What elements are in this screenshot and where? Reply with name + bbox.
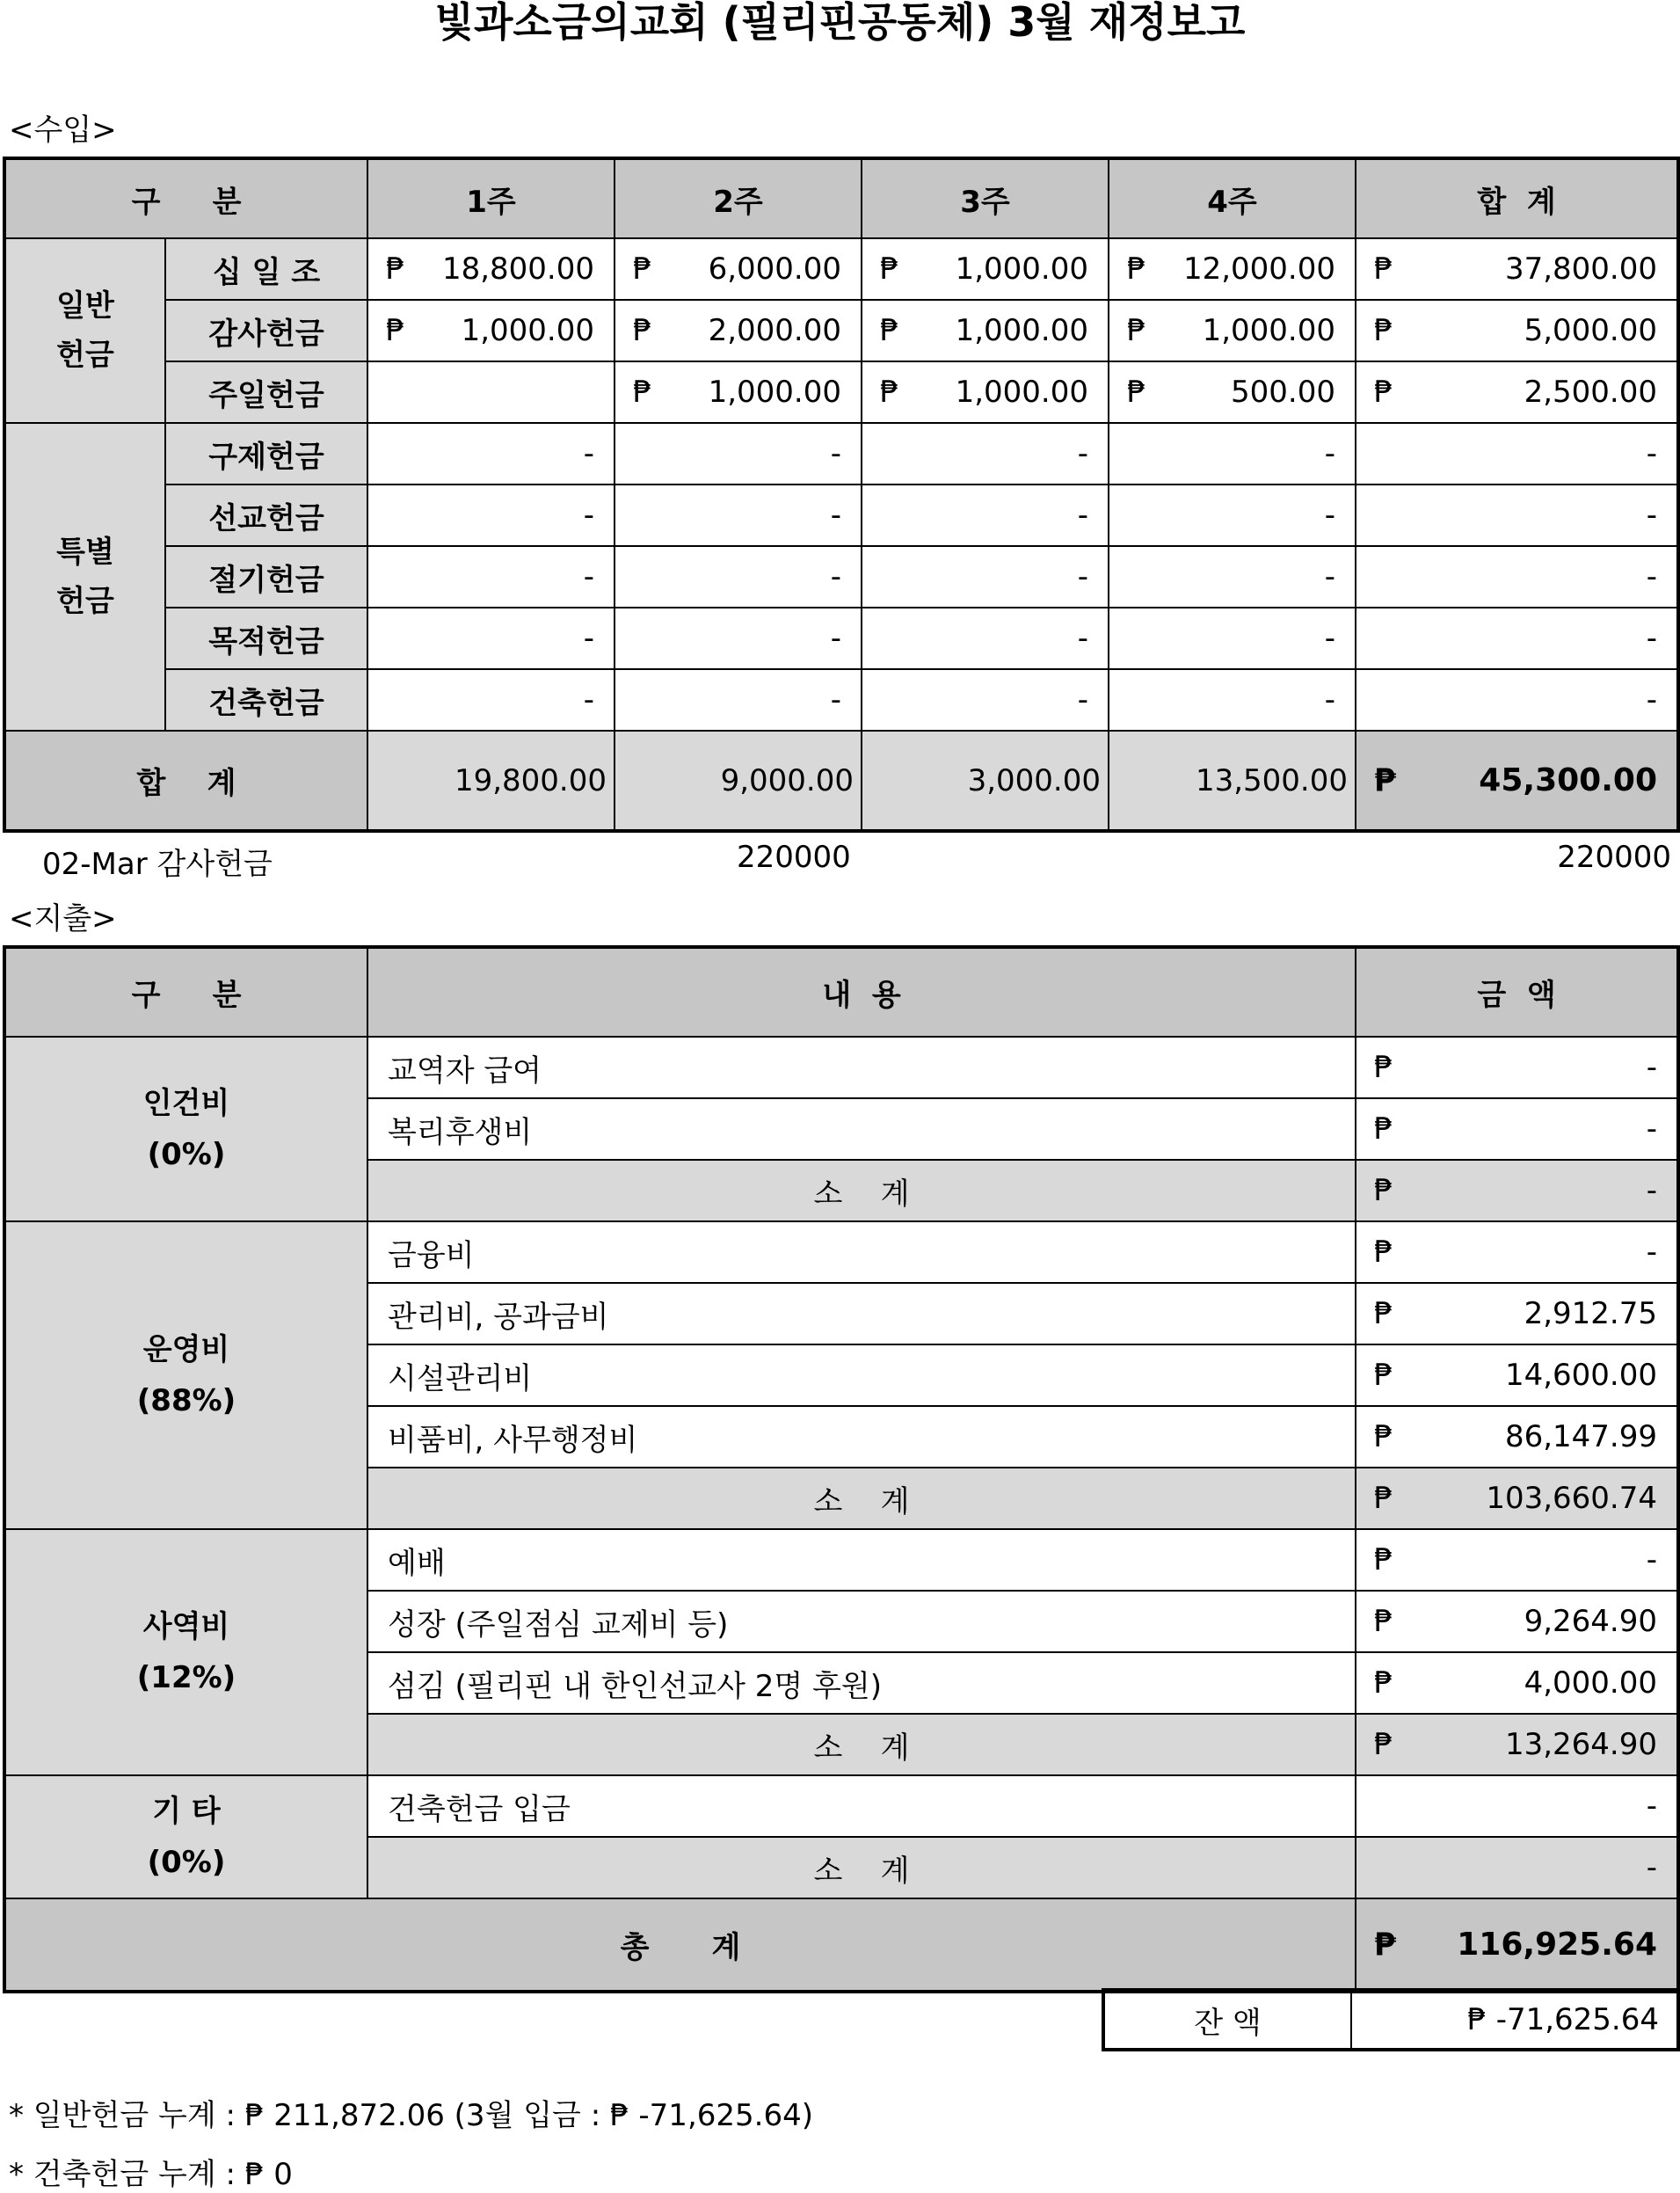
amount-value: - xyxy=(1646,498,1657,533)
expense-row xyxy=(4,1037,1678,1098)
peso-sign: ₱ xyxy=(1374,1481,1393,1516)
expense-item-desc: 시설관리비 xyxy=(367,1344,1356,1406)
amount-value: 14,600.00 xyxy=(1504,1358,1657,1393)
amount-cell xyxy=(1356,423,1678,484)
amount-cell xyxy=(367,669,615,731)
income-group-label: 특별 헌금 xyxy=(4,423,165,731)
header-week-2: 2주 xyxy=(615,158,862,238)
amount-cell xyxy=(1356,1098,1678,1160)
peso-sign: ₱ xyxy=(1374,1727,1393,1762)
amount-value: - xyxy=(830,436,841,471)
expense-item-desc: 금융비 xyxy=(367,1221,1356,1283)
amount-cell xyxy=(1356,1283,1678,1344)
peso-sign: ₱ xyxy=(633,313,652,348)
peso-sign: ₱ xyxy=(1374,1111,1393,1147)
income-total-row xyxy=(4,731,1678,831)
memo-amount-total: 220000 xyxy=(1557,840,1671,875)
income-item-name: 주일헌금 xyxy=(165,361,367,423)
amount-value: - xyxy=(1324,559,1335,594)
amount-cell xyxy=(615,361,862,423)
income-item-name: 선교헌금 xyxy=(165,484,367,546)
income-header-row xyxy=(4,158,1678,238)
amount-cell xyxy=(862,484,1109,546)
amount-cell xyxy=(367,546,615,608)
expense-item-desc: 성장 (주일점심 교제비 등) xyxy=(367,1591,1356,1652)
expense-group-label: 운영비 (88%) xyxy=(4,1221,367,1529)
expense-item-desc: 섬김 (필리핀 내 한인선교사 2명 후원) xyxy=(367,1652,1356,1714)
peso-sign: ₱ xyxy=(1374,1235,1393,1270)
peso-sign: ₱ xyxy=(1374,1296,1393,1331)
expense-row xyxy=(4,1221,1678,1283)
peso-sign: ₱ xyxy=(880,251,899,287)
amount-value: - xyxy=(1077,436,1088,471)
amount-cell xyxy=(1356,1775,1678,1837)
amount-cell xyxy=(1356,1468,1678,1529)
amount-cell xyxy=(615,546,862,608)
income-week-total: 3,000.00 xyxy=(862,731,1109,831)
income-item-name: 십 일 조 xyxy=(165,238,367,300)
amount-cell xyxy=(367,423,615,484)
amount-cell xyxy=(1356,238,1678,300)
amount-value: - xyxy=(1646,1235,1657,1270)
income-item-name: 절기헌금 xyxy=(165,546,367,608)
amount-value: - xyxy=(1646,1850,1657,1885)
balance-table xyxy=(1102,1988,1680,2051)
amount-value: 103,660.74 xyxy=(1486,1481,1657,1516)
amount-value: - xyxy=(1646,1050,1657,1085)
amount-value: - xyxy=(1646,559,1657,594)
amount-value: - xyxy=(1324,498,1335,533)
peso-sign: ₱ xyxy=(1127,251,1146,287)
amount-value: - xyxy=(830,682,841,718)
amount-value: - xyxy=(1646,621,1657,656)
amount-value: 45,300.00 xyxy=(1479,762,1657,798)
peso-sign: ₱ xyxy=(1374,762,1397,798)
amount-value: - xyxy=(1646,682,1657,718)
amount-value: 12,000.00 xyxy=(1182,251,1335,287)
page-title: 빛과소금의교회 (필리핀공동체) 3월 재정보고 xyxy=(434,0,1246,46)
amount-cell xyxy=(1356,1160,1678,1221)
amount-value: - xyxy=(1646,1789,1657,1824)
amount-cell xyxy=(862,546,1109,608)
expense-group-label: 기 타 (0%) xyxy=(4,1775,367,1898)
amount-value: - xyxy=(1646,1542,1657,1577)
expense-table xyxy=(3,945,1680,1993)
peso-sign: ₱ xyxy=(1374,1050,1393,1085)
peso-sign: ₱ xyxy=(386,251,405,287)
amount-cell xyxy=(1109,484,1356,546)
peso-sign: ₱ xyxy=(1374,1665,1393,1701)
amount-value: 9,264.90 xyxy=(1524,1604,1657,1639)
header-total: 합 계 xyxy=(1356,158,1678,238)
amount-cell xyxy=(615,300,862,361)
peso-sign: ₱ xyxy=(1374,1604,1393,1639)
amount-value: 1,000.00 xyxy=(708,375,841,410)
peso-sign: ₱ xyxy=(1127,375,1146,410)
amount-value: 1,000.00 xyxy=(461,313,594,348)
balance-label: 잔 액 xyxy=(1103,1990,1351,2050)
amount-value: - xyxy=(830,559,841,594)
income-section-label: <수입> xyxy=(9,113,117,148)
income-table xyxy=(3,157,1680,833)
amount-cell xyxy=(1356,484,1678,546)
amount-cell xyxy=(1356,1652,1678,1714)
peso-sign: ₱ xyxy=(633,251,652,287)
amount-value: 5,000.00 xyxy=(1524,313,1657,348)
amount-value: 4,000.00 xyxy=(1524,1665,1657,1701)
amount-value: - xyxy=(1646,1111,1657,1147)
amount-cell xyxy=(367,238,615,300)
amount-value: 18,800.00 xyxy=(441,251,594,287)
amount-cell xyxy=(1109,238,1356,300)
subtotal-label: 소 계 xyxy=(367,1837,1356,1898)
amount-value: 2,000.00 xyxy=(708,313,841,348)
amount-cell xyxy=(1109,608,1356,669)
amount-cell xyxy=(1356,300,1678,361)
income-item-name: 건축헌금 xyxy=(165,669,367,731)
peso-sign: ₱ xyxy=(1374,1927,1397,1963)
amount-value: 6,000.00 xyxy=(708,251,841,287)
expense-group-label: 사역비 (12%) xyxy=(4,1529,367,1775)
amount-cell xyxy=(615,238,862,300)
expense-total-row xyxy=(4,1898,1678,1992)
amount-cell xyxy=(1356,1898,1678,1992)
income-row xyxy=(4,300,1678,361)
expense-item-desc: 교역자 급여 xyxy=(367,1037,1356,1098)
income-item-name: 구제헌금 xyxy=(165,423,367,484)
amount-value: 2,500.00 xyxy=(1524,375,1657,410)
peso-sign: ₱ xyxy=(1374,1419,1393,1454)
expense-item-desc: 비품비, 사무행정비 xyxy=(367,1406,1356,1468)
amount-value: - xyxy=(583,682,594,718)
income-week-total: 9,000.00 xyxy=(615,731,862,831)
peso-sign: ₱ xyxy=(1374,1173,1393,1208)
income-row xyxy=(4,238,1678,300)
amount-value: 2,912.75 xyxy=(1524,1296,1657,1331)
income-group-label: 일반 헌금 xyxy=(4,238,165,423)
subtotal-label: 소 계 xyxy=(367,1468,1356,1529)
amount-value: - xyxy=(830,621,841,656)
amount-value: - xyxy=(1324,436,1335,471)
amount-cell xyxy=(1356,1406,1678,1468)
amount-cell xyxy=(1109,546,1356,608)
peso-sign: ₱ xyxy=(880,375,899,410)
amount-cell xyxy=(1356,1037,1678,1098)
amount-value: 37,800.00 xyxy=(1504,251,1657,287)
peso-sign: ₱ xyxy=(386,313,405,348)
amount-value: 1,000.00 xyxy=(955,313,1088,348)
amount-value: 86,147.99 xyxy=(1504,1419,1657,1454)
amount-cell xyxy=(615,669,862,731)
amount-cell xyxy=(1356,1714,1678,1775)
header-amount: 금 액 xyxy=(1356,947,1678,1037)
amount-cell xyxy=(1356,1529,1678,1591)
income-row xyxy=(4,669,1678,731)
amount-value: - xyxy=(1077,682,1088,718)
peso-sign: ₱ xyxy=(1374,1358,1393,1393)
amount-value: - xyxy=(1077,559,1088,594)
income-row xyxy=(4,484,1678,546)
subtotal-label: 소 계 xyxy=(367,1714,1356,1775)
amount-cell xyxy=(1356,608,1678,669)
peso-sign: ₱ xyxy=(1127,313,1146,348)
amount-cell xyxy=(1356,1837,1678,1898)
peso-sign: ₱ xyxy=(880,313,899,348)
note-general-cumulative: * 일반헌금 누계 : ₱ 211,872.06 (3월 입금 : ₱ -71,625.64) xyxy=(9,2098,813,2133)
peso-sign: ₱ xyxy=(1374,251,1393,287)
expense-row xyxy=(4,1529,1678,1591)
amount-cell xyxy=(367,300,615,361)
amount-value: - xyxy=(583,498,594,533)
expense-total-label: 총 계 xyxy=(4,1898,1356,1992)
amount-value: - xyxy=(1324,682,1335,718)
income-week-total: 19,800.00 xyxy=(367,731,615,831)
amount-cell xyxy=(1356,361,1678,423)
amount-cell xyxy=(367,361,615,423)
amount-value: - xyxy=(830,498,841,533)
amount-value: 13,264.90 xyxy=(1504,1727,1657,1762)
subtotal-label: 소 계 xyxy=(367,1160,1356,1221)
amount-value: 1,000.00 xyxy=(955,251,1088,287)
expense-header-row xyxy=(4,947,1678,1037)
income-memo-date xyxy=(42,840,273,883)
amount-cell xyxy=(862,300,1109,361)
amount-cell xyxy=(1356,546,1678,608)
expense-item-desc: 관리비, 공과금비 xyxy=(367,1283,1356,1344)
peso-sign: ₱ xyxy=(1374,1542,1393,1577)
income-row xyxy=(4,361,1678,423)
amount-value: 1,000.00 xyxy=(955,375,1088,410)
header-category: 구 분 xyxy=(4,947,367,1037)
peso-sign: ₱ xyxy=(1374,313,1393,348)
income-item-name: 목적헌금 xyxy=(165,608,367,669)
amount-value: - xyxy=(1646,1173,1657,1208)
amount-value: - xyxy=(1324,621,1335,656)
amount-cell xyxy=(1356,1221,1678,1283)
peso-sign: ₱ xyxy=(633,375,652,410)
header-content: 내 용 xyxy=(367,947,1356,1037)
amount-cell xyxy=(367,608,615,669)
amount-cell xyxy=(862,423,1109,484)
expense-row xyxy=(4,1775,1678,1837)
amount-cell xyxy=(1109,361,1356,423)
amount-value: - xyxy=(583,436,594,471)
amount-value: - xyxy=(1646,436,1657,471)
expense-item-desc: 복리후생비 xyxy=(367,1098,1356,1160)
income-item-name: 감사헌금 xyxy=(165,300,367,361)
income-row xyxy=(4,423,1678,484)
memo-item: 감사헌금 xyxy=(156,847,273,882)
income-total-label: 합 계 xyxy=(4,731,367,831)
amount-cell xyxy=(1109,300,1356,361)
amount-cell xyxy=(862,361,1109,423)
amount-cell xyxy=(1109,423,1356,484)
amount-value: - xyxy=(1077,621,1088,656)
expense-item-desc: 건축헌금 입금 xyxy=(367,1775,1356,1837)
amount-cell xyxy=(1356,1591,1678,1652)
amount-cell xyxy=(1356,731,1678,831)
amount-value: 116,925.64 xyxy=(1457,1927,1657,1963)
amount-cell xyxy=(615,484,862,546)
note-building-cumulative: * 건축헌금 누계 : ₱ 0 xyxy=(9,2157,293,2192)
amount-value: - xyxy=(1077,498,1088,533)
header-week-4: 4주 xyxy=(1109,158,1356,238)
amount-cell xyxy=(862,238,1109,300)
header-week-3: 3주 xyxy=(862,158,1109,238)
income-row xyxy=(4,608,1678,669)
amount-cell xyxy=(1356,669,1678,731)
header-week-1: 1주 xyxy=(367,158,615,238)
amount-cell xyxy=(367,484,615,546)
expense-group-label: 인건비 (0%) xyxy=(4,1037,367,1221)
peso-sign: ₱ xyxy=(1374,375,1393,410)
amount-cell xyxy=(1356,1344,1678,1406)
memo-date: 02-Mar xyxy=(42,847,148,882)
amount-cell xyxy=(615,423,862,484)
amount-cell xyxy=(1109,669,1356,731)
amount-cell xyxy=(862,608,1109,669)
header-category: 구 분 xyxy=(4,158,367,238)
income-week-total: 13,500.00 xyxy=(1109,731,1356,831)
amount-value: - xyxy=(583,621,594,656)
expense-section-label: <지출> xyxy=(9,901,117,936)
amount-value: 1,000.00 xyxy=(1202,313,1335,348)
amount-cell xyxy=(862,669,1109,731)
amount-cell xyxy=(615,608,862,669)
amount-value: - xyxy=(583,559,594,594)
memo-amount: 220000 xyxy=(737,840,851,875)
income-row xyxy=(4,546,1678,608)
expense-item-desc: 예배 xyxy=(367,1529,1356,1591)
amount-value: 500.00 xyxy=(1231,375,1335,410)
balance-amount: ₱ -71,625.64 xyxy=(1351,1990,1678,2050)
